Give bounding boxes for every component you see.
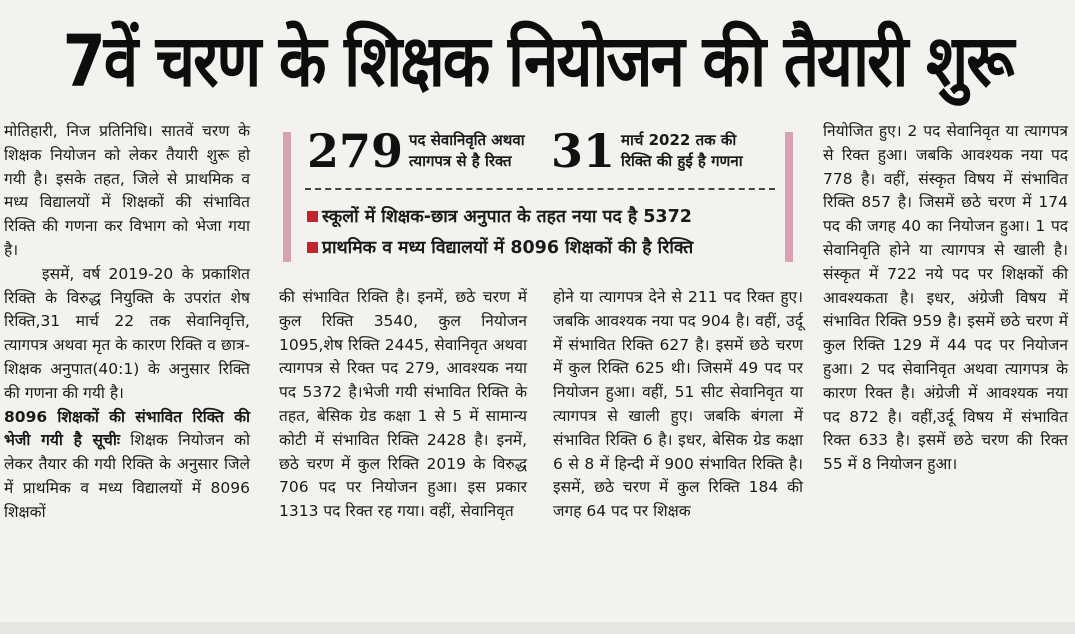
col4-text: नियोजित हुए। 2 पद सेवानिवृत या त्यागपत्र से रिक्त हुआ। जबकि आवश्यक नया पद 778 है। वहीं, संस्कृत विषय में संभावित रिक्ति 857 है। जिसमें छठे चरण में 174 पद की जगह 40 का नियोजन हुआ। 1 पद सेवानिवृति होने या त्यागपत्र से खाली है। संस्कृत में 722 नये पद पर शिक्षकों की आवश्यकता है। इधर, अंग्रेजी विषय में संभावित रिक्ति 959 है। इसमें छठे चरण में कुल रिक्ति 129 में 44 पद पर नियोजन हुआ। 2 पद सेवानिवृत अथवा त्यागपत्र के कारण रिक्त है। अंग्रेजी में आवश्यक नया पद 872 है। वहीं,उर्दू विषय में संभावित रिक्त 633 है। इसमें छठे चरण की रिक्त 55 में 8 नियोजन हुआ।	[823, 122, 1068, 474]
highlight-box	[283, 118, 793, 278]
bullet-2-text: प्राथमिक व मध्य विद्यालयों में 8096 शिक्षकों की है रिक्ति	[322, 238, 694, 258]
stat-279	[307, 124, 525, 178]
stat2-text-line1: मार्च 2022 तक की	[621, 131, 737, 149]
stat2-number: 31	[551, 124, 616, 178]
stat1-text-line1: पद सेवानिवृति अथवा	[409, 131, 525, 149]
dashed-divider	[305, 188, 775, 190]
bullet-1	[307, 204, 692, 228]
bullet-square-icon	[307, 242, 318, 253]
col1-para-3	[4, 406, 250, 525]
col1-para-3-text: शिक्षक नियोजन को लेकर तैयार की गयी रिक्ति के अनुसार जिले में प्राथमिक व मध्य विद्यालयों में 8096 शिक्षकों	[4, 431, 251, 521]
bullet-2	[307, 235, 693, 259]
bullet-1-text: स्कूलों में शिक्षक-छात्र अनुपात के तहत नया पद है 5372	[322, 207, 692, 227]
col1-subhead: 8096 शिक्षकों की संभावित रिक्ति की भेजी गयी है सूचीः	[4, 407, 250, 450]
column-1	[4, 120, 250, 525]
stat1-text	[409, 130, 525, 172]
column-4	[823, 120, 1068, 477]
stat1-text-line2: त्यागपत्र से है रिक्त	[409, 152, 512, 170]
left-bracket	[283, 132, 291, 262]
page-bottom-edge	[0, 622, 1075, 634]
right-bracket	[785, 132, 793, 262]
col2-text: की संभावित रिक्ति है। इनमें, छठे चरण में कुल रिक्ति 3540, कुल नियोजन 1095,शेष रिक्ति 2445, सेवानिवृत अथवा त्यागपत्र से रिक्त पद 279, आवश्यक नया पद 5372 है।भेजी गयी संभावित रिक्ति के तहत, बेसिक ग्रेड कक्षा 1 से 5 में सामान्य कोटी में संभावित रिक्ति 2428 है। इनमें, छठे चरण में कुल रिक्ति 2019 के विरुद्ध 706 पद पर नियोजन हुआ। इस प्रकार 1313 पद रिक्त रह गया। वहीं, सेवानिवृत	[279, 288, 527, 521]
col1-para-2: इसमें, वर्ष 2019-20 के प्रकाशित रिक्ति के विरुद्ध नियुक्ति के उपरांत शेष रिक्ति,31 मार्च 22 तक सेवानिवृत्ति, त्यागपत्र अथवा मृत के कारण रिक्ति व छात्र-शिक्षक अनुपात(40:1) के अनुसार रिक्ति की गणना की गयी है।	[4, 264, 250, 402]
bullet-square-icon	[307, 211, 318, 222]
col3-text: होने या त्यागपत्र देने से 211 पद रिक्त हुए। जबकि आवश्यक नया पद 904 है। वहीं, उर्दू में संभावित रिक्ति 627 है। इसमें छठे चरण में कुल रिक्ति 625 थी। जिसमें 49 पद पर नियोजन हुआ। वहीं, 51 सीट सेवानिवृत या त्यागपत्र से खाली हुए। जबकि बंगला में संभावित रिक्ति 6 है। इधर, बेसिक ग्रेड कक्षा 6 से 8 में हिन्दी में 900 संभावित रिक्ति है। इसमें, छठे चरण में कुल रिक्ति 184 की जगह 64 पद पर शिक्षक	[553, 288, 803, 521]
headline	[0, 0, 1075, 118]
stat2-text	[621, 130, 743, 172]
column-3	[553, 286, 803, 524]
col1-para-1: मोतिहारी, निज प्रतिनिधि। सातवें चरण के शिक्षक नियोजन को लेकर तैयारी शुरू हो गयी है। इसके तहत, जिले से प्राथमिक व मध्य विद्यालयों में शिक्षकों की संभावित रिक्ति की गणना कर विभाग को भेजा गया है।	[4, 122, 250, 259]
headline-text: 7वें चरण के शिक्षक नियोजन की तैयारी शुरू	[62, 18, 1013, 103]
stat1-number: 279	[307, 124, 404, 178]
stat2-text-line2: रिक्ति की हुई है गणना	[621, 152, 743, 170]
stat-31	[551, 124, 743, 178]
column-2	[279, 286, 527, 524]
